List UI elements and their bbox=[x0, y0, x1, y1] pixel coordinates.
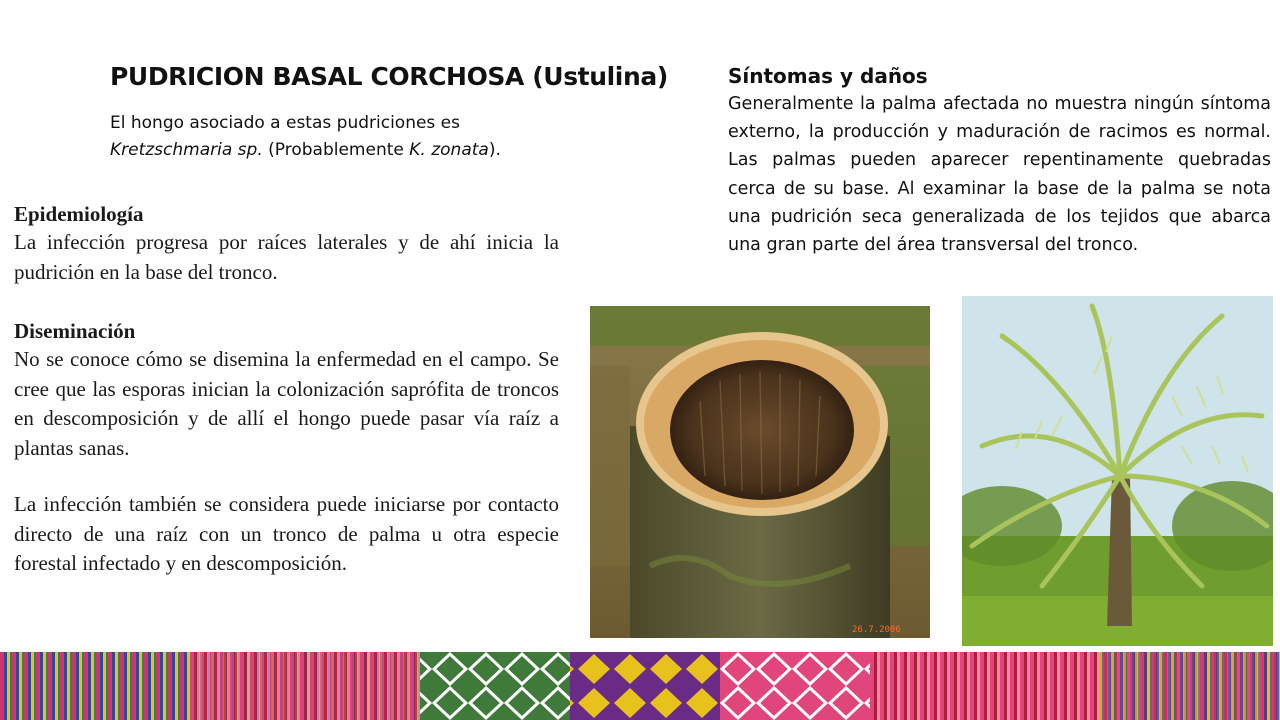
intro-line1: El hongo asociado a estas pudriciones es bbox=[110, 113, 461, 133]
slide-title: PUDRICION BASAL CORCHOSA (Ustulina) bbox=[110, 62, 668, 91]
textile-pattern bbox=[0, 652, 1280, 720]
intro-species1: Kretzschmaria sp. bbox=[110, 140, 263, 160]
intro-mid1: ( bbox=[262, 140, 275, 160]
intro-species2: K. zonata bbox=[409, 140, 489, 160]
intro-paragraph bbox=[110, 110, 580, 164]
textile-band bbox=[0, 652, 1280, 720]
photo-date-stamp: 26.7.2006 bbox=[852, 625, 901, 635]
intro-end: ). bbox=[488, 140, 501, 160]
symptoms-text: Generalmente la palma afectada no muestra ningún síntoma externo, la producción y maduración de racimos es normal. Las palmas pueden aparecer repentinamente quebradas cerca de su base. Al examinar la base de la palma se nota una pudrición seca generalizada de los tejidos que abarca una gran parte del área transversal del tronco. bbox=[728, 94, 1271, 256]
spacer bbox=[14, 287, 559, 317]
symptoms-block bbox=[728, 62, 1271, 259]
stump-photo bbox=[590, 306, 930, 638]
dissemination-text: No se conoce cómo se disemina la enfermedad en el campo. Se cree que las esporas inician la colonización saprófita de troncos en descomposición y de allí el hongo puede pasar vía raíz a plantas sanas. bbox=[14, 347, 559, 460]
symptoms-heading: Síntomas y daños bbox=[728, 64, 928, 88]
epidemiology-heading: Epidemiología bbox=[14, 202, 144, 226]
spacer bbox=[14, 463, 559, 490]
intro-mid2: Probablemente bbox=[274, 140, 410, 160]
scanned-text-image bbox=[14, 200, 559, 579]
palm-illustration bbox=[962, 296, 1273, 646]
dissemination-heading: Diseminación bbox=[14, 319, 136, 343]
epidemiology-text: La infección progresa por raíces laterales y de ahí inicia la pudrición en la base del tronco. bbox=[14, 230, 559, 284]
stump-illustration bbox=[590, 306, 930, 638]
palm-photo bbox=[962, 296, 1273, 646]
infection-text: La infección también se considera puede iniciarse por contacto directo de una raíz con un tronco de palma u otra especie forestal infectado y en descomposición. bbox=[14, 492, 559, 575]
